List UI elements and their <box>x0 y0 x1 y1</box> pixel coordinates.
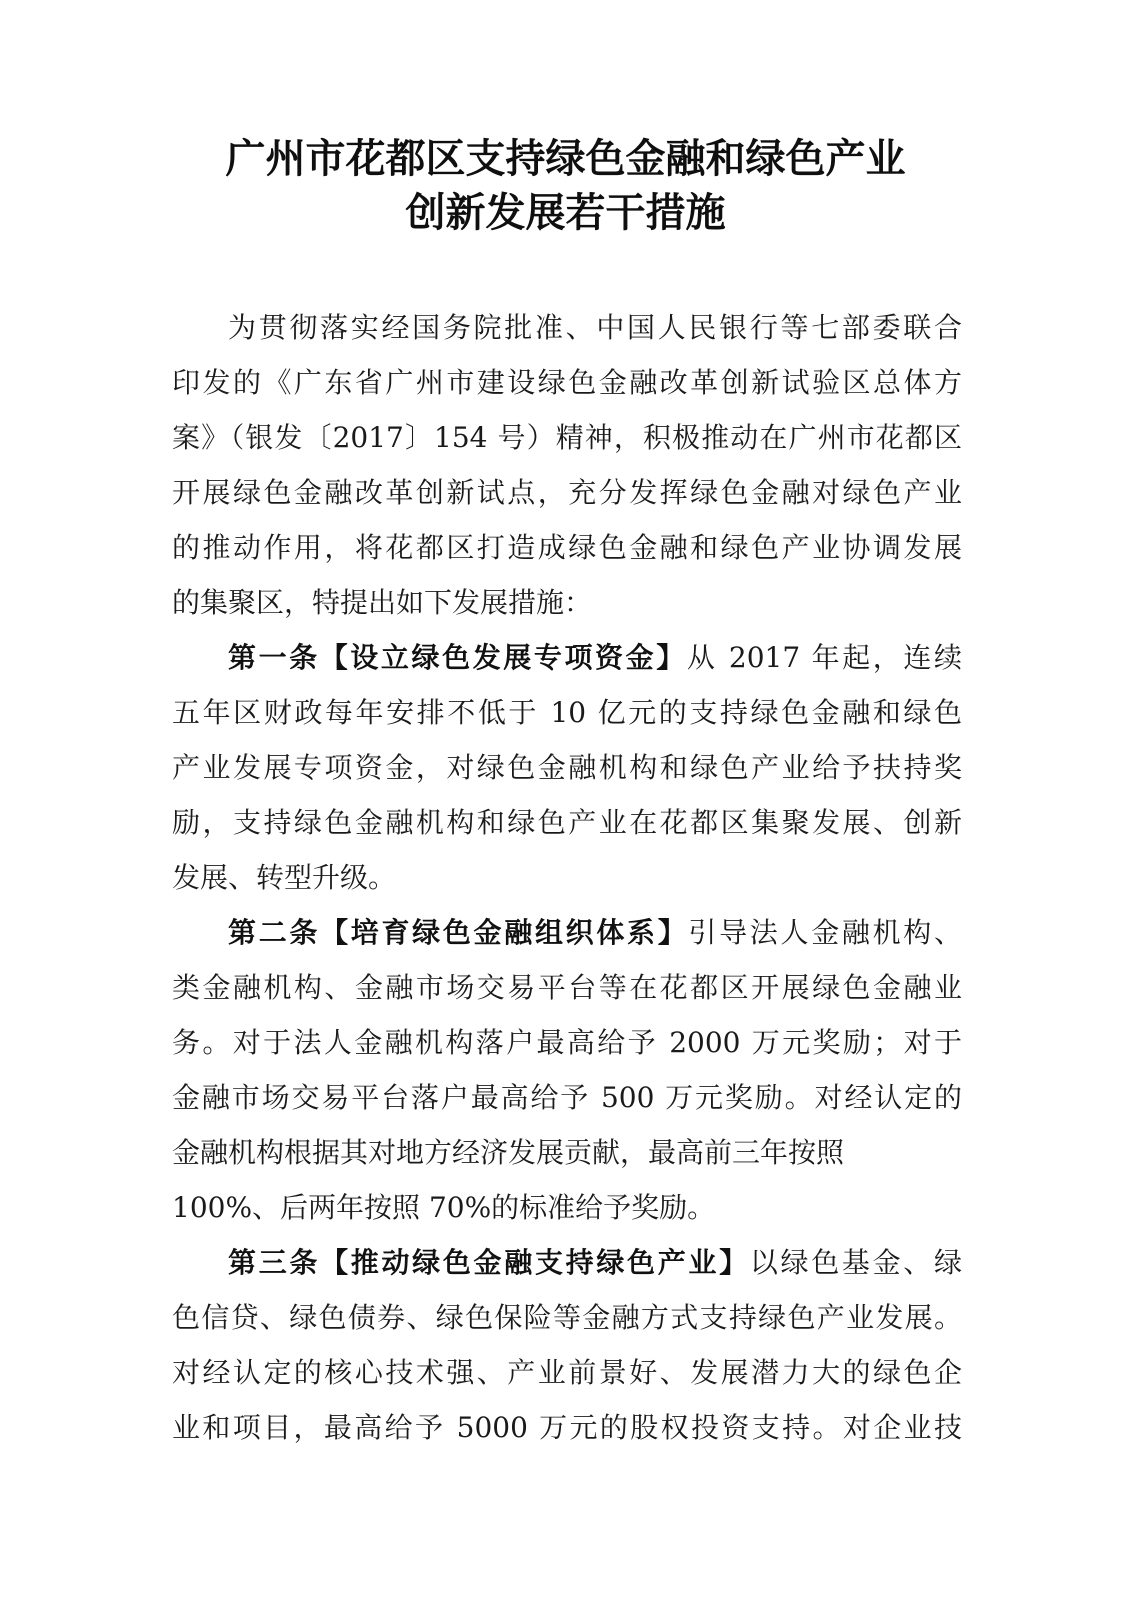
article-2-first-line <box>172 905 962 960</box>
title-line-1: 广州市花都区支持绿色金融和绿色产业 <box>225 135 906 182</box>
intro-line: 的集聚区，特提出如下发展措施： <box>172 586 593 619</box>
article-1-line: 五年区财政每年安排不低于 10 亿元的支持绿色金融和绿色 <box>172 696 962 729</box>
intro-paragraph <box>172 300 962 630</box>
article-2 <box>172 905 962 1235</box>
article-1-line: 发展、转型升级。 <box>172 861 397 894</box>
article-2-line: 务。对于法人金融机构落户最高给予 2000 万元奖励；对于 <box>172 1026 962 1059</box>
article-1 <box>172 630 962 905</box>
article-2-line: 100%、后两年按照 70%的标准给予奖励。 <box>172 1191 716 1224</box>
article-2-first-line-text: 引导法人金融机构、 <box>688 916 962 949</box>
document-body <box>172 300 962 1455</box>
intro-line: 的推动作用，将花都区打造成绿色金融和绿色产业协调发展 <box>172 531 962 564</box>
article-3-line: 色信贷、绿色债券、绿色保险等金融方式支持绿色产业发展。 <box>172 1301 962 1334</box>
article-3-heading: 第三条【推动绿色金融支持绿色产业】 <box>228 1246 750 1279</box>
article-2-heading: 第二条【培育绿色金融组织体系】 <box>228 916 689 949</box>
article-1-first-line <box>172 630 962 685</box>
intro-line: 印发的《广东省广州市建设绿色金融改革创新试验区总体方 <box>172 366 962 399</box>
article-2-line: 金融机构根据其对地方经济发展贡献，最高前三年按照 <box>172 1136 845 1169</box>
title-line-2: 创新发展若干措施 <box>405 189 726 236</box>
article-2-line: 金融市场交易平台落户最高给予 500 万元奖励。对经认定的 <box>172 1081 962 1114</box>
article-3-line: 业和项目，最高给予 5000 万元的股权投资支持。对企业技 <box>172 1411 962 1444</box>
article-1-line: 励，支持绿色金融机构和绿色产业在花都区集聚发展、创新 <box>172 806 962 839</box>
intro-line: 为贯彻落实经国务院批准、中国人民银行等七部委联合 <box>228 311 962 344</box>
article-1-line: 产业发展专项资金，对绿色金融机构和绿色产业给予扶持奖 <box>172 751 962 784</box>
document-title <box>150 132 981 240</box>
article-3-line: 对经认定的核心技术强、产业前景好、发展潜力大的绿色企 <box>172 1356 962 1389</box>
article-1-first-line-text: 从 2017 年起，连续 <box>686 641 962 674</box>
intro-line: 开展绿色金融改革创新试点，充分发挥绿色金融对绿色产业 <box>172 476 962 509</box>
intro-line: 案》（银发〔2017〕154 号）精神，积极推动在广州市花都区 <box>172 421 962 454</box>
article-3 <box>172 1235 962 1455</box>
article-2-line: 类金融机构、金融市场交易平台等在花都区开展绿色金融业 <box>172 971 962 1004</box>
article-1-heading: 第一条【设立绿色发展专项资金】 <box>228 641 687 674</box>
article-3-first-line <box>172 1235 962 1290</box>
article-3-first-line-text: 以绿色基金、绿 <box>749 1246 962 1279</box>
